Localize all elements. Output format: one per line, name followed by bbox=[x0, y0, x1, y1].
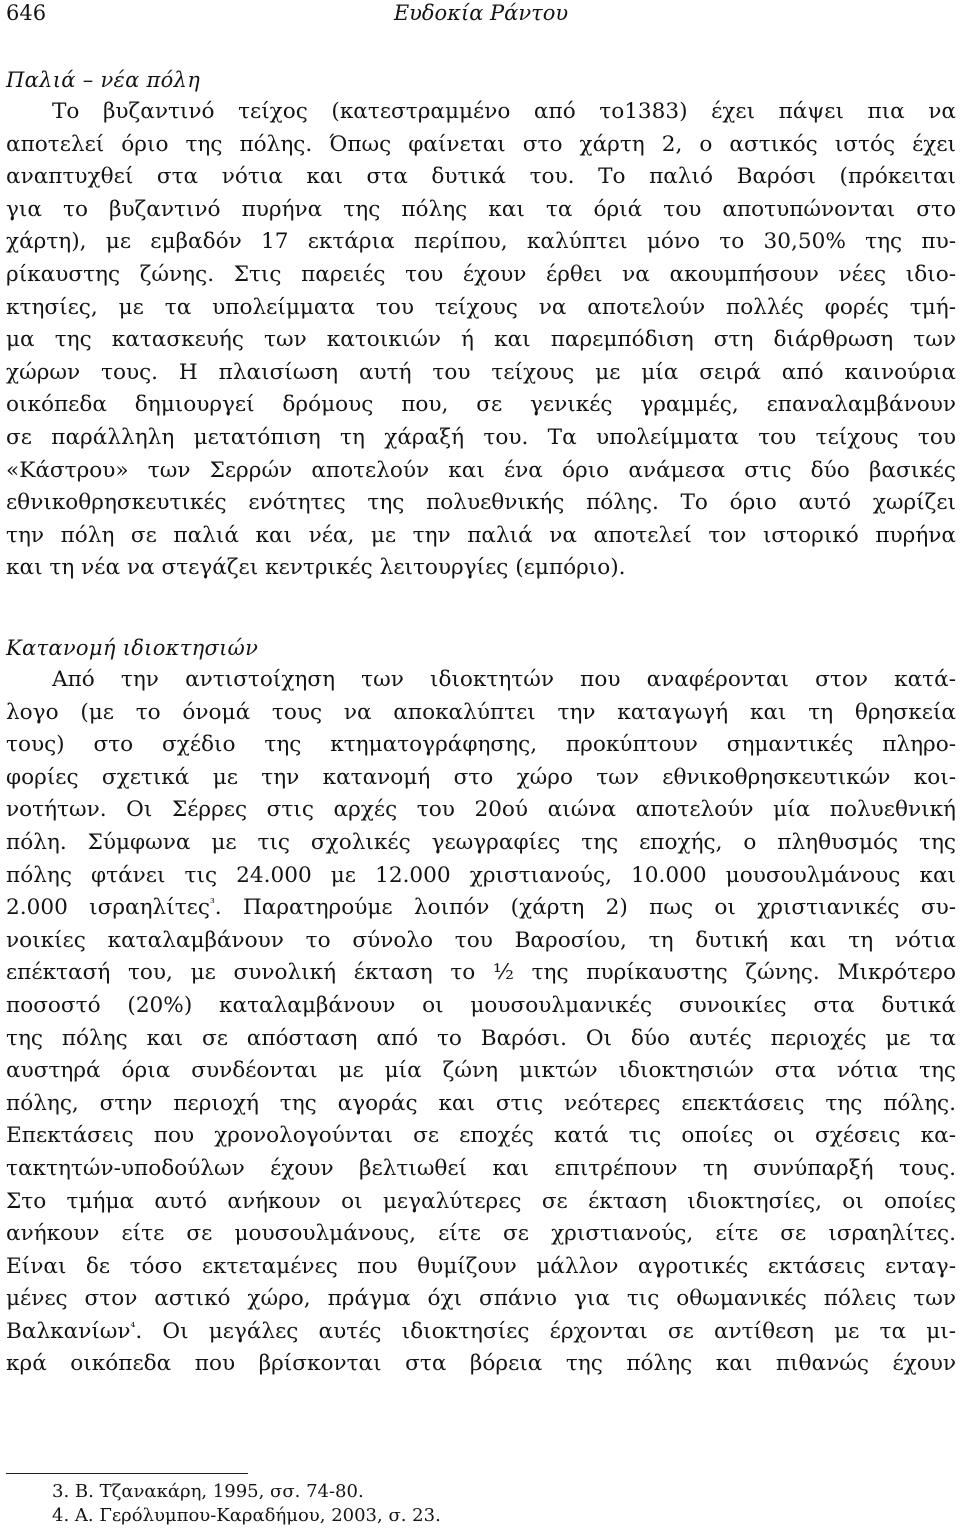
paragraph-line: φορίες σχετικά με την κατανομή στο χώρο των εθνικοθρησκευτικών κοι- bbox=[6, 764, 956, 790]
footnote-separator bbox=[6, 1473, 248, 1474]
paragraph-line: ρίκαυστης ζώνης. Στις παρειές του έχουν έρθει να ακουμπήσουν νέες ιδιο- bbox=[6, 261, 956, 287]
paragraph-line: επέκτασή του, με συνολική έκταση το ½ της πυρίκαυστης ζώνης. Μικρότερο bbox=[6, 960, 956, 986]
paragraph-line: αυστηρά όρια συνδέονται με μία ζώνη μικτών ιδιοκτησιών στα νότια της bbox=[6, 1058, 956, 1084]
footnotes bbox=[52, 1480, 932, 1528]
paragraph-line: 2.000 ισραηλίτες$^{^3}$. Παρατηρούμε λοιπόν (χάρτη 2) πως οι χριστιανικές συ- bbox=[6, 895, 957, 921]
paragraph-line: Είναι δε τόσο εκτεταμένες που θυμίζουν μάλλον αγροτικές εκτάσεις ενταγ- bbox=[6, 1253, 956, 1279]
paragraph-line: τακτητών-υποδούλων έχουν βελτιωθεί και επιτρέπουν τη συνύπαρξή τους. bbox=[6, 1155, 956, 1181]
paragraph-line: κτησίες, με τα υπολείμματα του τείχους να αποτελούν πολλές φορές τμή- bbox=[6, 294, 956, 320]
running-title: Ευδοκία Ράντου bbox=[393, 1, 569, 25]
paragraph-line: για το βυζαντινό πυρήνα της πόλης και τα όριά του αποτυπώνονται στο bbox=[6, 196, 956, 222]
paragraph-line: την πόλη σε παλιά και νέα, με την παλιά να αποτελεί τον ιστορικό πυρήνα bbox=[6, 522, 956, 548]
section-old-new-city bbox=[6, 64, 956, 585]
paragraph-line: πόλη. Σύμφωνα με τις σχολικές γεωγραφίες της εποχής, ο πληθυσμός της bbox=[6, 829, 956, 855]
paragraph-line: πόλης φτάνει τις 24.000 με 12.000 χριστιανούς, 10.000 μουσουλμάνους και bbox=[6, 862, 956, 888]
paragraph-line: νοικίες καταλαμβάνουν το σύνολο του Βαροσίου, τη δυτική και τη νότια bbox=[6, 927, 956, 953]
paragraph-line: μένες στον αστικό χώρο, πράγμα όχι σπάνιο για τις οθωμανικές πόλεις των bbox=[6, 1286, 956, 1312]
paragraph-line: πόλης, στην περιοχή της αγοράς και στις νεότερες επεκτάσεις της πόλης. bbox=[6, 1090, 956, 1116]
paragraph-line: Από την αντιστοίχηση των ιδιοκτητών που αναφέρονται στον κατά- bbox=[52, 667, 956, 692]
paragraph-line: κρά οικόπεδα που βρίσκονται στα βόρεια της πόλης και πιθανώς έχουν bbox=[6, 1351, 956, 1377]
paragraph-line: Στο τμήμα αυτό ανήκουν οι μεγαλύτερες σε έκταση ιδιοκτησίες, οι οποίες bbox=[6, 1188, 956, 1214]
paragraph-line: Βαλκανίων$^{^4}$. Οι μεγάλες αυτές ιδιοκτησίες έρχονται σε αντίθεση με τα μι- bbox=[6, 1318, 956, 1344]
paragraph-line: νοτήτων. Οι Σέρρες στις αρχές του 20ού αιώνα αποτελούν μία πολυεθνική bbox=[6, 797, 956, 823]
paragraph-line: «Κάστρου» των Σερρών αποτελούν και ένα όριο ανάμεσα στις δύο βασικές bbox=[6, 457, 956, 483]
section-property-distribution bbox=[6, 632, 956, 1381]
paragraph-line: τους) στο σχέδιο της κτηματογράφησης, προκύπτουν σημαντικές πληρο- bbox=[6, 732, 956, 758]
paragraph-line: εθνικοθρησκευτικές ενότητες της πολυεθνικής πόλης. Το όριο αυτό χωρίζει bbox=[6, 490, 956, 516]
paragraph-line: Επεκτάσεις που χρονολογούνται σε εποχές κατά τις οποίες οι σχέσεις κα- bbox=[6, 1123, 956, 1149]
paragraph-line: σε παράλληλη μετατόπιση τη χάραξή του. Τα υπολείμματα του τείχους του bbox=[6, 424, 956, 450]
paragraph-line: οικόπεδα δημιουργεί δρόμους που, σε γενικές γραμμές, επαναλαμβάνουν bbox=[6, 392, 956, 418]
footnote: 3. Β. Τζανακάρη, 1995, σσ. 74-80. bbox=[52, 1481, 364, 1502]
footnote-marker: ⁴ bbox=[130, 1319, 136, 1334]
section-heading: Κατανομή ιδιοκτησιών bbox=[6, 636, 259, 660]
book-page bbox=[6, 0, 956, 1527]
paragraph-line: λογο (με το όνομά τους να αποκαλύπτει την καταγωγή και τη θρησκεία bbox=[6, 699, 956, 725]
paragraph-line: αποτελεί όριο της πόλης. Όπως φαίνεται στο χάρτη 2, ο αστικός ιστός έχει bbox=[6, 131, 956, 157]
running-header bbox=[6, 0, 956, 26]
section-heading: Παλιά – νέα πόλη bbox=[6, 68, 201, 92]
paragraph-line: Το βυζαντινό τείχος (κατεστραμμένο από το1383) έχει πάψει πια να bbox=[52, 99, 956, 124]
paragraph-line: ανήκουν είτε σε μουσουλμάνους, είτε σε χριστιανούς, είτε σε ισραηλίτες. bbox=[6, 1221, 956, 1247]
paragraph-line: χώρων τους. Η πλαισίωση αυτή του τείχους με μία σειρά από καινούρια bbox=[6, 359, 956, 385]
paragraph-line: της πόλης και σε απόσταση από το Βαρόσι. Οι δύο αυτές περιοχές με τα bbox=[6, 1025, 956, 1051]
paragraph-line: μα της κατασκευής των κατοικιών ή και παρεμπόδιση στη διάρθρωση των bbox=[6, 327, 956, 353]
paragraph-line: χάρτη), με εμβαδόν 17 εκτάρια περίπου, καλύπτει μόνο το 30,50% της πυ- bbox=[6, 229, 956, 255]
page-number: 646 bbox=[6, 1, 47, 25]
paragraph-line: και τη νέα να στεγάζει κεντρικές λειτουργίες (εμπόριο). bbox=[6, 555, 626, 581]
footnote: 4. Α. Γερόλυμπου-Καραδήμου, 2003, σ. 23. bbox=[52, 1505, 441, 1526]
paragraph-line: αναπτυχθεί στα νότια και στα δυτικά του. Το παλιό Βαρόσι (πρόκειται bbox=[6, 164, 956, 190]
footnote-marker: ³ bbox=[209, 896, 215, 911]
paragraph-line: ποσοστό (20%) καταλαμβάνουν οι μουσουλμανικές συνοικίες στα δυτικά bbox=[6, 992, 956, 1018]
